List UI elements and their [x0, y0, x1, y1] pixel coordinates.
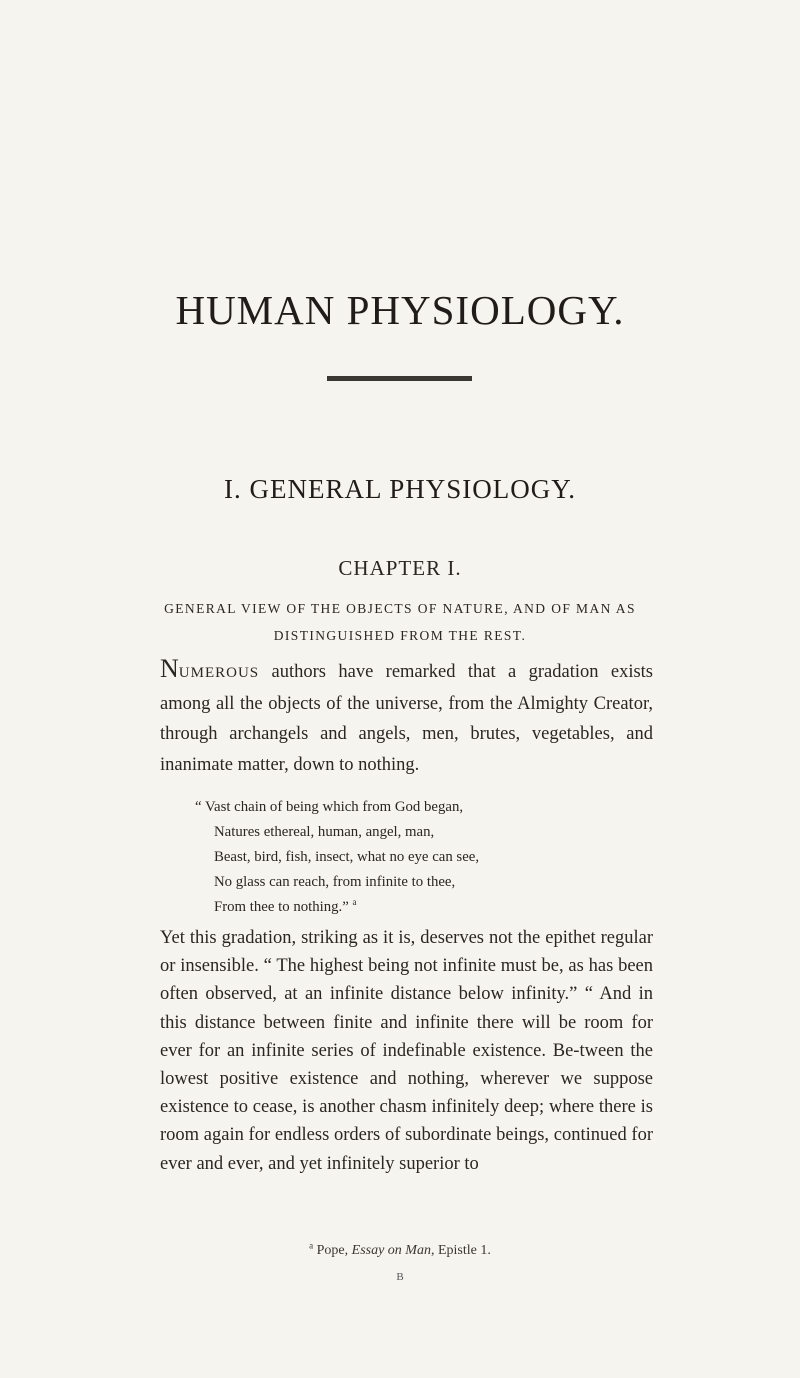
footnote-author: Pope,	[313, 1243, 352, 1258]
chapter-title: CHAPTER I.	[338, 556, 462, 580]
footnote-mark: a	[309, 1240, 314, 1251]
footnote-rest: , Epistle 1.	[430, 1243, 491, 1258]
quote-line: Natures ethereal, human, angel, man,	[214, 824, 435, 840]
opening-paragraph	[160, 654, 653, 780]
quote-line: “ Vast chain of being which from God began,	[195, 799, 464, 815]
main-title: HUMAN PHYSIOLOGY.	[175, 287, 625, 333]
title-rule	[327, 376, 472, 381]
drop-cap: N	[160, 654, 179, 683]
body-paragraph: Yet this gradation, striking as it is, deserves not the epithet regular or insensible. “ The highest being not infinite must be, as has been often observed, at an infinite distance below infinity.” “ And in this distance between finite and infinite there will be room for ever for an infinite series of indefinable existence. Be-tween the lowest positive existence and nothing, wherever we suppose existence to cease, is another chasm infinitely deep; where there is room again for endless orders of subordinate beings, continued for ever and ever, and yet infinitely superior to	[160, 928, 653, 1174]
opening-paragraph-text: authors have remarked that a gradation exists among all the objects of the universe, from the Almighty Creator, through archangels and angels, men, brutes, vegetables, and inanimate matter, down to nothing.	[160, 662, 653, 775]
verse-quotation	[195, 795, 635, 920]
chapter-subtitle: GENERAL VIEW OF THE OBJECTS OF NATURE, AND OF MAN AS DISTINGUISHED FROM THE REST.	[164, 601, 636, 643]
quote-line: No glass can reach, from infinite to thee,	[214, 874, 456, 890]
small-caps-word: UMEROUS	[178, 665, 260, 681]
footnote	[0, 1240, 800, 1259]
footnote-work: Essay on Man	[351, 1243, 431, 1258]
quote-line: From thee to nothing.”	[214, 899, 349, 915]
signature-mark: B	[396, 1271, 404, 1283]
quote-line-last	[195, 895, 635, 920]
quote-line: Beast, bird, fish, insect, what no eye can see,	[214, 849, 480, 865]
section-title: I. GENERAL PHYSIOLOGY.	[224, 474, 576, 504]
footnote-reference: a	[352, 897, 357, 908]
